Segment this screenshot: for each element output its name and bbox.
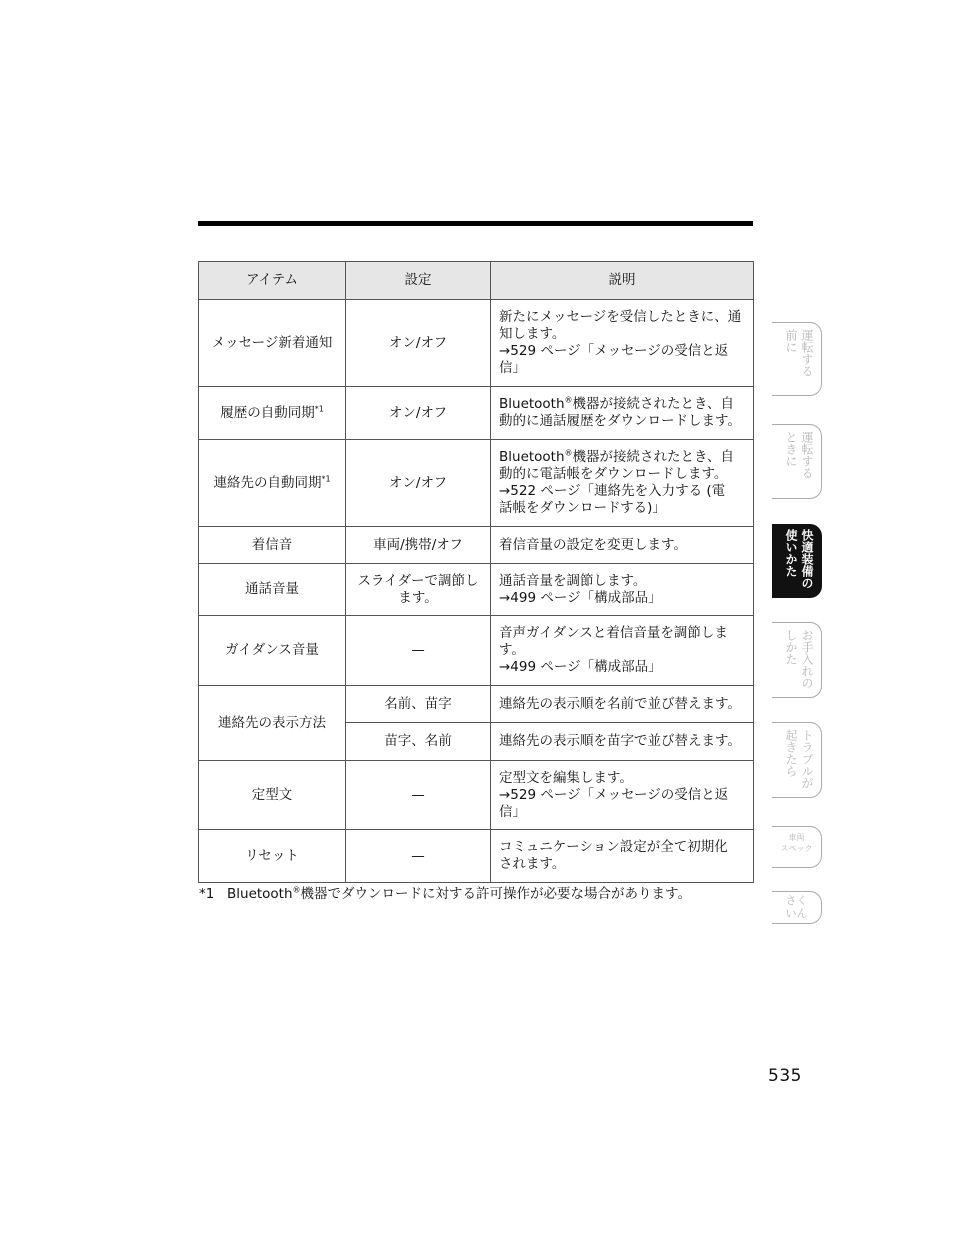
header-setting: 設定 [346, 262, 491, 300]
setting-cell: 苗字、名前 [346, 723, 491, 761]
item-cell: 履歴の自動同期$^{*1}$ [199, 387, 346, 440]
footnote-mark: *1 [199, 886, 215, 902]
description-cell: 音声ガイダンスと着信音量を調節しま す。 →499 ページ「構成部品」 [491, 616, 754, 686]
description-cell: Bluetooth®機器が接続されたとき、自 動的に通話履歴をダウンロードします。 [491, 387, 754, 440]
side-tab-index[interactable]: さく いん [772, 891, 822, 924]
description-cell: 連絡先の表示順を苗字で並び替えます。 [491, 723, 754, 761]
footnote-ref: *1 [321, 474, 331, 483]
table-row [199, 830, 754, 883]
description-cell: コミュニケーション設定が全て初期化 されます。 [491, 830, 754, 883]
table-row [199, 387, 754, 440]
side-tab-troubleshooting[interactable]: トラブルが 起きたら [772, 722, 822, 798]
page-reference: →522 ページ「連絡先を入力する (電 [499, 483, 726, 499]
page-number: 535 [768, 1066, 802, 1086]
item-cell: 連絡先の自動同期$^{*1}$ [199, 440, 346, 527]
header-item: アイテム [199, 262, 346, 300]
description-cell: 新たにメッセージを受信したときに、通 知します。 →529 ページ「メッセージの受信と返 信」 [491, 300, 754, 387]
registered-mark: ® [292, 885, 301, 895]
item-cell: 連絡先の表示方法 [199, 686, 346, 761]
setting-cell: オン/オフ [346, 300, 491, 387]
item-cell: 定型文 [199, 761, 346, 830]
item-cell: リセット [199, 830, 346, 883]
side-tab-before-driving[interactable]: 運転する 前に [772, 322, 822, 396]
page-reference: →499 ページ「構成部品」 [499, 589, 662, 606]
footnote: *1 Bluetooth®機器でダウンロードに対する許可操作が必要な場合があります。 [199, 885, 691, 902]
footnote-ref: *1 [314, 404, 324, 413]
setting-cell: 車両/携帯/オフ [346, 527, 491, 564]
registered-mark: ® [564, 448, 573, 458]
top-rule [198, 221, 753, 226]
item-cell: ガイダンス音量 [199, 616, 346, 686]
page-reference: →529 ページ「メッセージの受信と返 [499, 786, 729, 803]
table-row [199, 527, 754, 564]
table-row [199, 300, 754, 387]
description-cell: Bluetooth®機器が接続されたとき、自 動的に電話帳をダウンロードします。 →522 ページ「連絡先を入力する (電 話帳をダウンロードする)」 [491, 440, 754, 527]
table-row [199, 616, 754, 686]
setting-cell: — [346, 616, 491, 686]
item-cell: メッセージ新着通知 [199, 300, 346, 387]
side-tab-comfort-features[interactable]: 快適装備の 使いかた [772, 524, 822, 598]
registered-mark: ® [564, 395, 573, 405]
table-row [199, 686, 754, 723]
setting-cell: スライダーで調節し ます。 [346, 564, 491, 616]
page-reference: →529 ページ「メッセージの受信と返 [499, 343, 729, 359]
table-row [199, 761, 754, 830]
table-header-row [199, 262, 754, 300]
page-reference: →499 ページ「構成部品」 [499, 659, 662, 675]
setting-cell: 名前、苗字 [346, 686, 491, 723]
side-tab-specifications[interactable]: 車両 スペック [772, 826, 822, 868]
side-tab-while-driving[interactable]: 運転する ときに [772, 424, 822, 499]
communication-settings-table [198, 261, 754, 883]
description-cell: 通話音量を調節します。 →499 ページ「構成部品」 [491, 564, 754, 616]
item-cell: 着信音 [199, 527, 346, 564]
side-tab-maintenance[interactable]: お手入れの しかた [772, 622, 822, 698]
table-row [199, 564, 754, 616]
setting-cell: オン/オフ [346, 387, 491, 440]
setting-cell: オン/オフ [346, 440, 491, 527]
item-cell: 通話音量 [199, 564, 346, 616]
setting-cell: — [346, 830, 491, 883]
table-row [199, 440, 754, 527]
setting-cell: — [346, 761, 491, 830]
description-cell: 定型文を編集します。 →529 ページ「メッセージの受信と返 信」 [491, 761, 754, 830]
description-cell: 着信音量の設定を変更します。 [491, 527, 754, 564]
header-description: 説明 [491, 262, 754, 300]
description-cell: 連絡先の表示順を名前で並び替えます。 [491, 686, 754, 723]
